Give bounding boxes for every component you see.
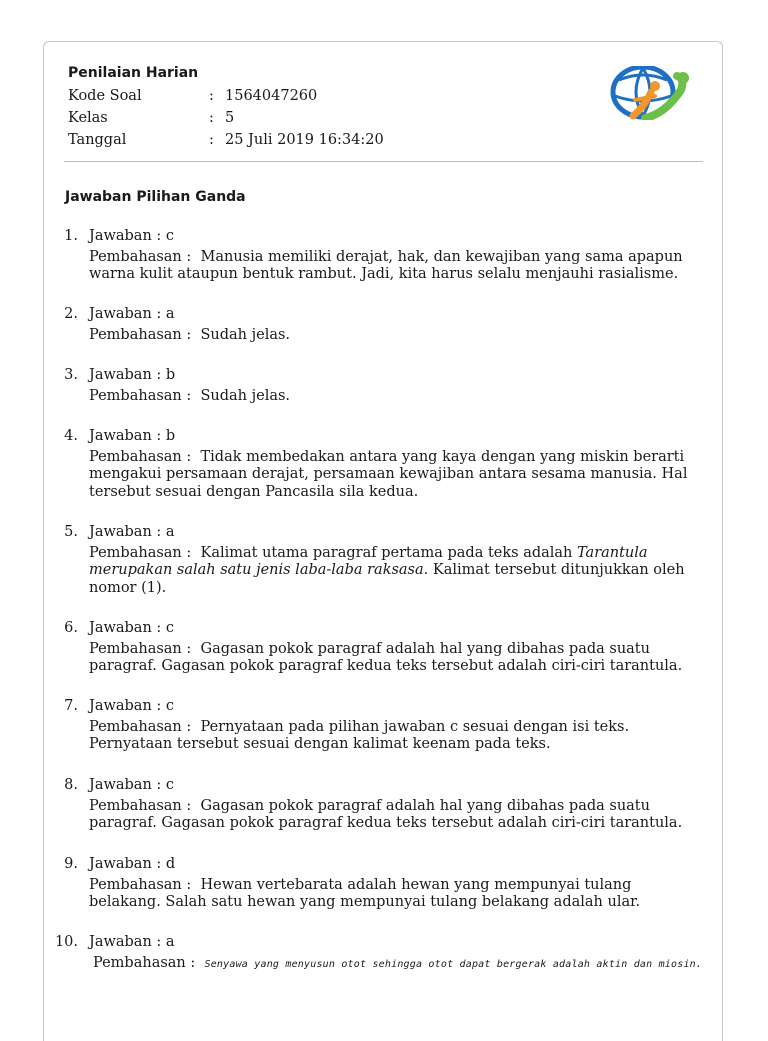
explanation-text: Gagasan pokok paragraf adalah hal yang dibahas pada suatu paragraf. Gagasan pokok paragraf kedua teks tersebut adalah ciri-ciri tarantula. [89,640,683,674]
answer-value: c [165,620,175,636]
explanation-text: Manusia memiliki derajat, hak, dan kewajiban yang sama apapun warna kulit ataupun bentuk rambut. Jadi, kita harus selalu menjauhi rasialisme. [89,248,683,282]
answer-prefix: Jawaban : [89,367,166,383]
answer-item [60,228,710,284]
explanation-label: Pembahasan : [89,387,201,404]
answer-item [60,698,710,754]
explanation-label: Pembahasan : [89,797,201,814]
section-title: Jawaban Pilihan Ganda [65,189,246,205]
explanation-label: Pembahasan : [89,718,201,735]
answer-number: 8. [64,777,78,793]
answer-value: a [165,524,175,540]
meta-label: Kelas [68,110,108,126]
answer-prefix: Jawaban : [89,856,166,872]
answer-prefix: Jawaban : [89,777,166,793]
answer-prefix: Jawaban : [89,428,166,444]
school-logo-icon [605,66,693,120]
explanation-text: Sudah jelas. [200,387,291,404]
answer-number: 9. [64,856,78,872]
answer-item [60,856,710,912]
answer-prefix: Jawaban : [89,306,166,322]
explanation-text: Hewan vertebarata adalah hewan yang mempunyai tulang belakang. Salah satu hewan yang mempunyai tulang belakang adalah ular. [89,876,641,910]
answer-value: a [165,934,175,950]
answer-prefix: Jawaban : [89,934,166,950]
answer-value: b [165,367,176,383]
explanation-text: Pernyataan pada pilihan jawaban c sesuai dengan isi teks. Pernyataan tersebut sesuai dengan kalimat keenam pada teks. [89,718,630,752]
header-divider [64,161,703,162]
answer-item [60,524,710,597]
answer-prefix: Jawaban : [89,228,166,244]
answer-number: 5. [64,524,78,540]
answer-value: d [165,856,176,872]
answer-value: c [165,698,175,714]
answer-number: 1. [64,228,78,244]
explanation-label: Pembahasan : [89,544,201,561]
meta-colon: : [209,132,214,148]
explanation-label: Pembahasan : [89,876,201,893]
answer-value: c [165,777,175,793]
explanation-text: Sudah jelas. [200,326,291,343]
meta-value: 1564047260 [225,88,318,104]
explanation-text: Tidak membedakan antara yang kaya dengan yang miskin berarti mengakui persamaan derajat, persamaan kewajiban antara sesama manusia. Hal tersebut sesuai dengan Pancasila sila kedua. [89,448,688,500]
explanation-text: Gagasan pokok paragraf adalah hal yang dibahas pada suatu paragraf. Gagasan pokok paragraf kedua teks tersebut adalah ciri-ciri tarantula. [89,797,683,831]
answer-number: 3. [64,367,78,383]
meta-colon: : [209,110,214,126]
explanation-label: Pembahasan : [89,248,201,265]
answer-prefix: Jawaban : [89,524,166,540]
answer-number: 10. [54,934,78,950]
explanation-italic-quote: Tarantula merupakan salah satu jenis laba-laba raksasa [89,544,648,578]
answer-value: c [165,228,175,244]
explanation-label: Pembahasan : [89,640,201,657]
meta-colon: : [209,88,214,104]
answer-number: 6. [64,620,78,636]
answer-number: 4. [64,428,78,444]
explanation-text: . Kalimat tersebut ditunjukkan oleh nomor (1). [89,562,685,596]
answer-item [60,367,710,405]
page-title: Penilaian Harian [68,65,199,81]
meta-value: 25 Juli 2019 16:34:20 [225,132,384,148]
answer-item [60,306,710,344]
answer-item [60,620,710,676]
explanation-text: Senyawa yang menyusun otot sehingga otot dapat bergerak adalah aktin dan miosin. [204,958,703,970]
meta-label: Tanggal [68,132,127,148]
answer-item [54,934,710,973]
answer-value: b [165,428,176,444]
meta-value: 5 [225,110,235,126]
explanation-text: Kalimat utama paragraf pertama pada teks adalah [200,544,577,561]
answer-number: 7. [64,698,78,714]
answer-number: 2. [64,306,78,322]
explanation-label: Pembahasan : [89,448,201,465]
explanation-label: Pembahasan : [93,954,205,971]
answer-prefix: Jawaban : [89,698,166,714]
answer-value: a [165,306,175,322]
answer-item [60,428,710,501]
meta-label: Kode Soal [68,88,142,104]
answer-prefix: Jawaban : [89,620,166,636]
explanation-label: Pembahasan : [89,326,201,343]
answer-item [60,777,710,833]
